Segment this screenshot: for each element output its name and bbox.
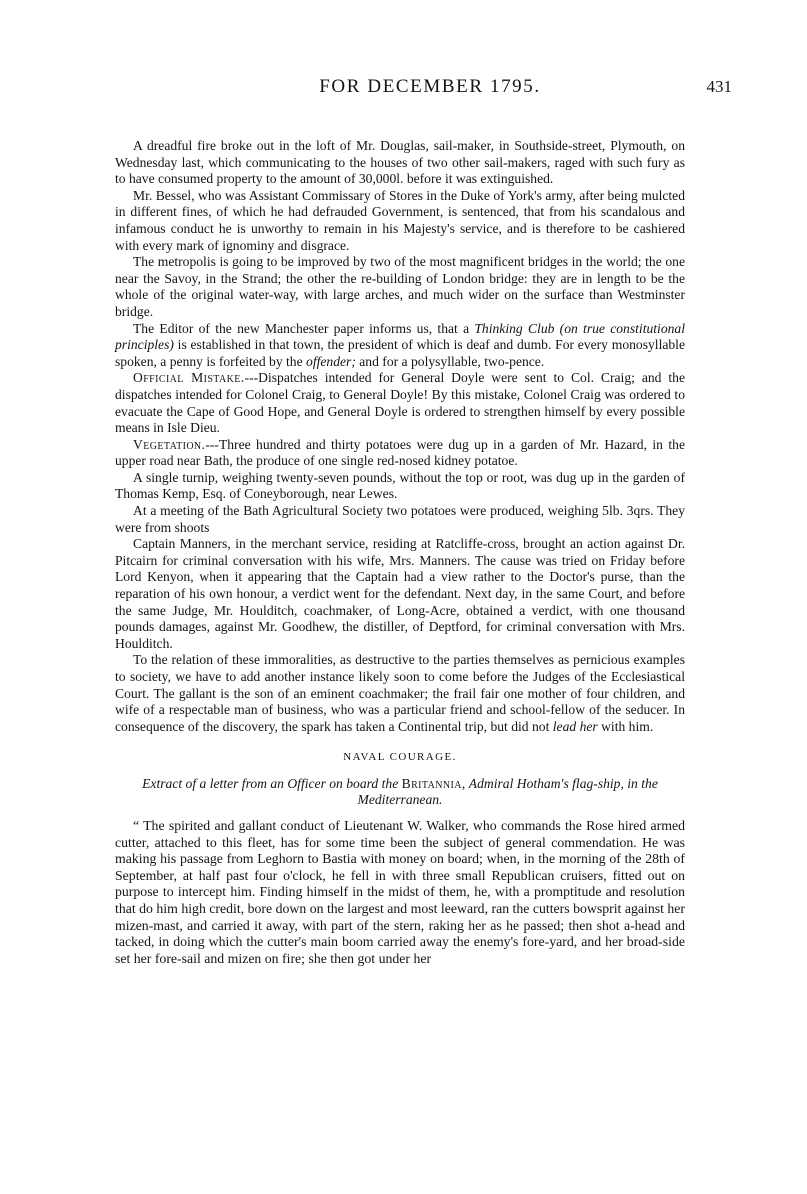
article-text: with him. — [597, 718, 654, 734]
article-official-mistake — [115, 370, 685, 436]
page-number: 431 — [706, 77, 732, 96]
article-text: The Editor of the new Manchester paper informs us, that a — [133, 320, 475, 336]
article-immoralities — [115, 652, 685, 735]
article-vegetation — [115, 437, 685, 470]
article-thinking-club — [115, 321, 685, 371]
article-plymouth-fire: A dreadful fire broke out in the loft of Mr. Douglas, sail-maker, in Southside-street, Plymouth, on Wednesday last, which communicating to the houses of two other sail-makers, raged with such fury as to have consumed property to the amount of 30,000l. before it was extinguished. — [115, 138, 685, 187]
extract-heading-text: Extract of a letter from an Officer on board the — [142, 775, 402, 791]
news-column — [115, 138, 685, 967]
article-london-bridges: The metropolis is going to be improved by two of the most magnificent bridges in the world; the one near the Savoy, in the Strand; the other the re-building of London bridge: they are in length to be the whole of the original water-way, with large arches, and much wider on the surface than Westminster bridge. — [115, 254, 685, 319]
article-label: Vegetation. — [133, 436, 206, 452]
article-text: To the relation of these immoralities, as destructive to the parties themselves as pernicious examples to society, we have to add another instance likely soon to come before the Judges of the Ecclesiastical Court. The gallant is the son of an eminent coachmaker; the frail fair one mother of four children, and wife of a respectable man of business, who was a particular friend and school-fellow of the seducer. In consequence of the discovery, the spark has taken a Continental trip, but did not — [115, 652, 685, 734]
extract-heading — [115, 776, 685, 808]
running-head — [120, 72, 740, 102]
article-text: is established in that town, the president of which is deaf and dumb. For every monosyllable spoken, a penny is forfeited by the — [115, 337, 685, 369]
club-name: Thinking Club (on true constitutional principles) — [115, 320, 685, 353]
lead-her-phrase: lead her — [552, 718, 598, 734]
ship-name: Britannia, — [401, 775, 466, 791]
article-bessel-sentence: Mr. Bessel, who was Assistant Commissary of Stores in the Duke of York's army, after being mulcted in different fines, of which he had defrauded Government, is sentenced, that from his scandalous and infamous conduct he is unworthy to remain in his Majesty's service, and is therefore to be cashiered with every mark of ignominy and disgrace. — [115, 187, 685, 253]
running-title: FOR DECEMBER 1795. — [319, 76, 541, 97]
article-bath-society: At a meeting of the Bath Agricultural Society two potatoes were produced, weighing 5lb. 3qrs. They were from shoots — [115, 503, 685, 535]
offender-word: offender; — [306, 353, 356, 369]
article-text: and for a polysyllable, two-pence. — [355, 353, 545, 369]
article-label: Official Mistake. — [133, 370, 245, 386]
section-heading-naval-courage: NAVAL COURAGE. — [343, 751, 457, 764]
article-manners-case: Captain Manners, in the merchant service, residing at Ratcliffe-cross, brought an action against Dr. Pitcairn for criminal conversation with his wife, Mrs. Manners. The cause was tried on Friday before Lord Kenyon, when it appearing that the Captain had a view rather to the Doctor's purse, than the reparation of his own honour, a verdict went for the defendant. Next day, in the same Court, and before the same Judge, Mr. Houlditch, coachmaker, of Long-Acre, obtained a verdict, with one thousand pounds damages, against Mr. Goodhew, the distiller, of Deptford, for criminal conversation with Mrs. Houlditch. — [115, 536, 685, 651]
naval-letter-body: “ The spirited and gallant conduct of Lieutenant W. Walker, who commands the Rose hired armed cutter, attached to this fleet, has for some time been the subject of general commendation. He was making his passage from Leghorn to Bastia with money on board; when, in the morning of the 28th of September, at half past four o'clock, he fell in with three small Republican cruisers, fitted out on purpose to intercept him. Finding himself in the midst of them, he, with a promptitude and resolution that do him high credit, bore down on the largest and most leeward, ran the cutters bowsprit against her mizen-mast, and carried it away, with part of the stern, raking her as he passed; then shot a-head and tacked, in doing which the cutter's main boom carried away the enemy's fore-yard, and her broad-side set her fore-sail and mizen on fire; she then got under her — [115, 817, 685, 966]
article-turnip: A single turnip, weighing twenty-seven pounds, without the top or root, was dug up in the garden of Thomas Kemp, Esq. of Coneyborough, near Lewes. — [115, 469, 685, 502]
article-text: ---Three hundred and thirty potatoes were dug up in a garden of Mr. Hazard, in the upper road near Bath, the produce of one single red-nosed kidney potatoe. — [115, 436, 685, 469]
article-text: ---Dispatches intended for General Doyle were sent to Col. Craig; and the dispatches intended for Colonel Craig, to General Doyle! By this mistake, Colonel Craig was ordered to evacuate the Cape of Good Hope, and General Doyle is ordered to strengthen himself by every possible means in Isle Dieu. — [115, 370, 685, 436]
extract-heading-text: Admiral Hotham's flag-ship, in the Mediterranean. — [357, 775, 658, 807]
